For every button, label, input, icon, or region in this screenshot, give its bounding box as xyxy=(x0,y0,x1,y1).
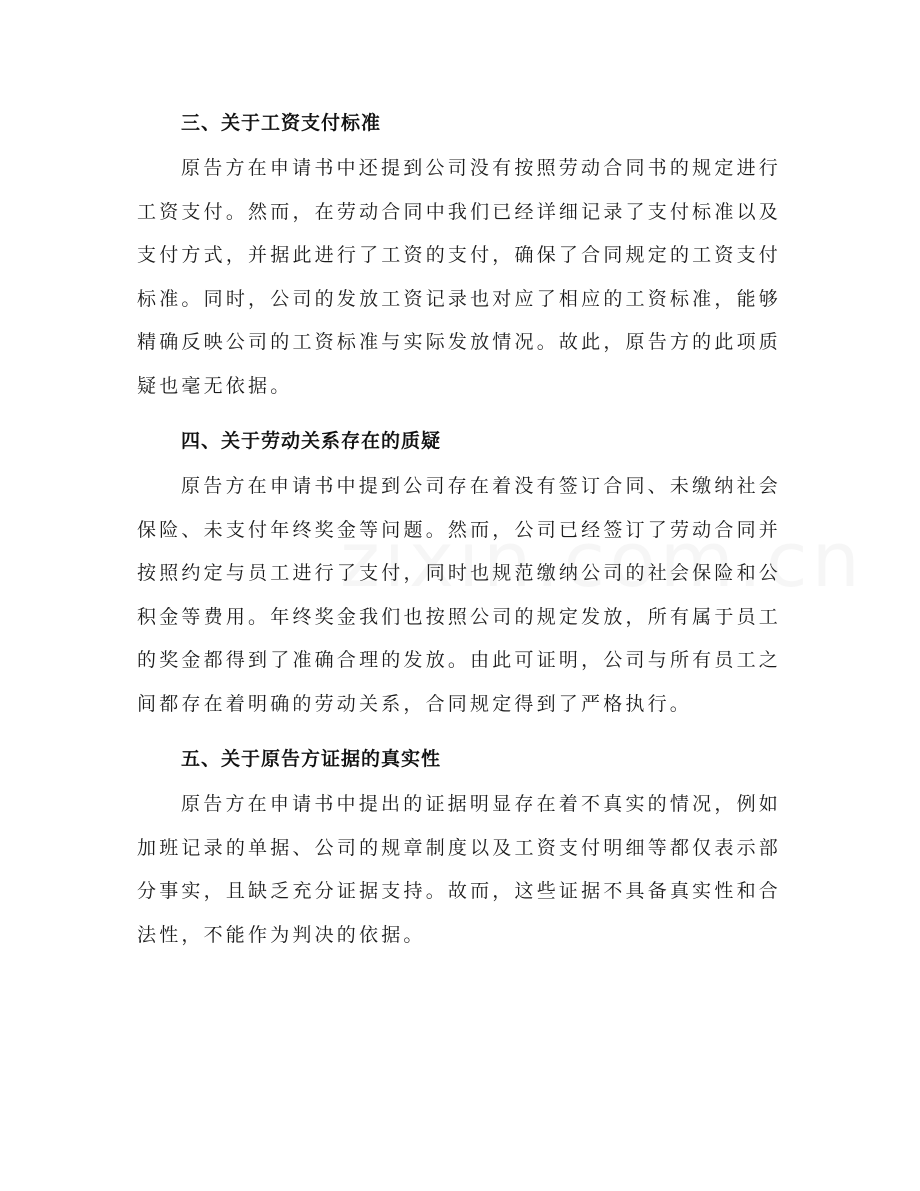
section-heading: 五、关于原告方证据的真实性 xyxy=(181,748,442,770)
section-labor-relation xyxy=(137,418,781,726)
section-evidence-authenticity xyxy=(137,736,781,957)
section-paragraph: 原告方在申请书中提出的证据明显存在着不真实的情况，例如加班记录的单据、公司的规章制度以及工资支付明细等都仅表示部分事实，且缺乏充分证据支持。故而，这些证据不具备真实性和合法性，不能作为判决的依据。 xyxy=(137,793,781,946)
section-heading: 三、关于工资支付标准 xyxy=(181,112,382,134)
section-paragraph: 原告方在申请书中还提到公司没有按照劳动合同书的规定进行工资支付。然而，在劳动合同中我们已经详细记录了支付标准以及支付方式，并据此进行了工资的支付，确保了合同规定的工资支付标准。同时，公司的发放工资记录也对应了相应的工资标准，能够精确反映公司的工资标准与实际发放情况。故此，原告方的此项质疑也毫无依据。 xyxy=(137,157,781,397)
section-heading: 四、关于劳动关系存在的质疑 xyxy=(181,430,442,452)
document-page xyxy=(137,100,781,957)
section-wage-payment xyxy=(137,100,781,408)
section-paragraph: 原告方在申请书中提到公司存在着没有签订合同、未缴纳社会保险、未支付年终奖金等问题。然而，公司已经签订了劳动合同并按照约定与员工进行了支付，同时也规范缴纳公司的社会保险和公积金等费用。年终奖金我们也按照公司的规定发放，所有属于员工的奖金都得到了准确合理的发放。由此可证明，公司与所有员工之间都存在着明确的劳动关系，合同规定得到了严格执行。 xyxy=(137,475,781,715)
